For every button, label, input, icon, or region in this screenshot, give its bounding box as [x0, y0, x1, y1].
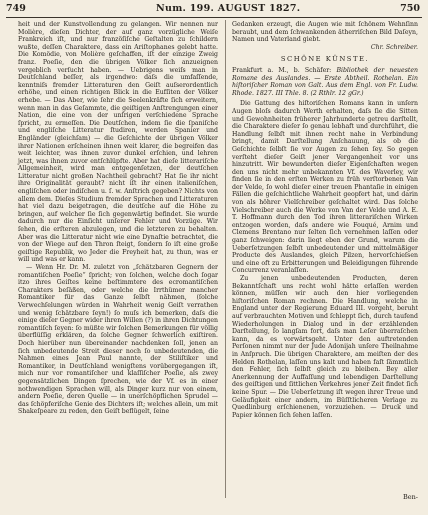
bibliography-title: Bibliothek der neuesten Romane des Auslandes. — Erste Abtheil. Rothelan. Ein hiſtoriſcher Roman von Galt. Aus dem Engl. von Fr. Ludw. Rhode. 1827. III Thle. 8. (2 Rthlr. 12 gGr.)	[232, 66, 418, 97]
right-top-paragraph: Gedanken erzeugt, die Augen wie mit ſchönem Wehnſinn beraubt, und dem ſchwankenden ätherriſchen Bild Daſeyn, Namen und Vaterland giebt.	[232, 21, 418, 44]
right-paragraph-2: Zu jenen unbedeutenden Producten, deren Bekanntſchaft uns recht wohl hätte erlaſſen werden können, müſſen wir auch den hier vorliegenden hiſtoriſchen Roman rechnen. Die Handlung, welche in England unter der Regierung Eduard III. vorgeht, beruht auf verbrauchten Motiven und ſchleppt ſich, durch taufend Wiederholungen in Dialog und in der erzählenden Darſtellung, ſo langſam fort, daſs man Leſer überraſchen kann, da es vorwärtsgeht. Unter den auftretenden Perſonen nimmt nur der Jude Adonijah unſere Theilnahme in Anſpruch. Die übrigen Charaktere, am meiſten der des Helden Rothelan, laſſen uns kalt und haben faſt ſämmtlich den Fehler, ſich ſelbſt gleich zu bleiben. Bey aller Anerkennung der Auffaſſung und lebendigen Darſtellung des geiſtigen und ſittlichen Verkehres jener Zeit findet ſich keine Spur. — Die Ueberſetzung iſt wegen ihrer Treue und Geläufigkeit einer andern, im Büſſtlicheren Verlage zu Quedlinburg erſchienenen, vorzuziehen. — Druck und Papier können ſich ſehen laſſen.	[232, 275, 418, 419]
left-paragraph-2: — Wenn Hr. Dr. M. zuletzt von „ſchätzbaren Gegnern der romantiſchen Poeſie“ ſpricht; von ſolchen, welche doch ſogar itzo ihres Geiſtes keine beſtimmtere des ecromantiſchen Charakters beſäßen, oder welche die Irrthümer mancher Romantiker für das Ganze ſelbſt nähmen, (ſolche Verwechſelungen würden in Wahrheit wenig Geiſt verrathen und wenig ſchätzbare ſeyn!) ſo muſs ich bemerken, daſs die einige dieſer Gegner wider ihren Willen (?) in ihren Dichtungen romantiſch ſeyen: ſo müßte wir ſolchen Bemerkungen für völlig überflüſſig erklären, da ſolche Gegner ſchwerlich exiſtiren. Doch hierüber nun übereinander nachdenken ſoll, jenen an ſich unbedeutende Streit dieser noch ſo unbedeutenden, die Nahmen eines Jean Paul nannte, der Stiliſtiker und Romantiker, in Deutſchland wenigſtens vorübergegangen iſt, mich nur vor romantiſcher und klaſſiſcher Poeſie, als zwey gegensätzlichen Dingen ſprechen, wie der Vf. es in einer nothwendigen Sprachen will, als Dinger kurz nur von einem, andern Poeſie, deren Quelle — in unerſchöpflichen Sprudel — das ſchöpferiſche Genie des Dichters iſt; welches allein, um mit Shakeſpeare zu reden, den Geiſt beflügelt, ſeine	[18, 264, 218, 416]
catchword: Ben-	[402, 493, 418, 501]
page-number-left: 749	[6, 3, 26, 14]
issue-line: Num. 199. AUGUST 1827.	[156, 3, 301, 14]
column-divider	[225, 20, 226, 498]
section-title: SCHÖNE KÜNSTE.	[280, 55, 370, 64]
page-header	[6, 3, 422, 17]
right-paragraph-1: Die Gattung des hiſtoriſchen Romans kann in unſern Augen bloſs dadurch Werth erhalten, daſs ſie die Sitten und Gewohnheiten früherer Jahrhunderte getreu darſtellt, die Charaktere dieſer ſo genau lebhaft und durchführt, die Handlung ſelbſt mit ihnen recht nahe in Verbindung bringt, damit Darſtellung Anſchauung, als ob die Geſchichte ſelbſt ſie vor Augen zu ſehen ſey. So gegen verſteht dieſer Geiſt jener Vergangenheit vor uns hinzutritt. Wir bewunderten dieſer Eigenſchaften wegen den uns nicht mehr unbekannten Vf. des Waverley, wir finden ſie in den erſten Werken zu früh verſtorbenen Van der Velde, ſo wohl dieſer einer treuen Phantaſie in einigen Fällen die geſchichtliche Wahrheit geopfert hat, und darin von als höhrer Vielſchreiber geſchaltet wird. Das ſolche Vielschreiber auch die Werke von Van der Velde und A. E. T. Hoffmann durch den Tod ihren litterariſchen Wirken entzogen worden, daſs andere wie Fouqué, Arnim und Clemens Brentano nur ſelten ſich vernehmen laſſen oder ganz ſchweigen: darin liegt eben der Grund, warum die Ueberſetzungen ſelbſt unbedeutender und mittelmäßiger Producte des Auslandes, gleich Pilzen, hervorſchieſsen und eine oft zu Erbitterungen und Beleidigungen führende Concurrenz veranlaſſen.	[232, 100, 418, 275]
bibliography-entry	[232, 67, 418, 97]
header-rule	[6, 17, 422, 18]
signature: Chr. Schreiber.	[370, 43, 418, 51]
bibliography-lead: Frankfurt a. M., b. Schäfer:	[232, 66, 337, 74]
right-column	[232, 21, 418, 419]
left-paragraph-1: heit und der Kunstvollendung zu gelangen. Wir nennen nur Molière, dieſen Dichter, der auf ganz vorzügliche Weiſe Frankreich iſt, und nur franzöſiſche Geſtalten zu ſchildern wußte, deſſen Charaktere, dass ein Ariſtophanes gelebt hatte. Die Komödie, von Molière geſchaffen, iſt der einzige Zweig franz. Poeſie, den die übrigen Völker ſich anzueignen vergeblich verſucht haben. — Uebrigens weiſs man in Deutſchland beſſer, als irgendwo: daſs die umfaſſende, kenntniſs fremder Litteraturen den Geiſt auſserordentlich erhöhe, und einen richtigen Blick in die Eufſiten der Völker erhebe. — Das Aber, wie ſehr die Seelenkräfte ſich erweitern, wenn man in das Geſammte, die geiſtigen Anſtrengungen einer Nation, die eine von der unſrigen verſchiedene Sprache ſpricht, zu ermeſſen. Die Deutſchen, indem ſie die ſpaniſche und engliſche Litteratur ſtudiren, werden Spanier und Engländer (gleichſam) — die Geſchichte der übrigen Völker ihrer Nationen erſcheinen ihnen weit klarer, die begreifen das weit leichter, was ihnen zuvor dunkel erſchien, und lehren jetzt, was ihnen zuvor entſchlüpfte. Aber hat dieſe litterariſche Allgemeinheit, wird man entgegenſetzen, der deutſchen Litteratur nicht großen Nachtheil gebracht? Hat ſie ihr nicht ihre Originalität geraubt? nicht iſt ihr einen italieniſchen, engliſchen oder indiſchen u. ſ. w. Anſtrich gegeben? Nichts von allem dem. Dieſes Studium fremder Sprachen und Litteraturen hat viel dazu beigetragen, die deutſche auf die Höhe zu bringen, auf welcher ſie ſich gegenwärtig befindet. Sie wurde dadurch nur die Einſicht unſerer Fehler und Vorzüge. Wir ſehen, die erſteren abzulegen, und die letzteren zu behalten. Aber was die Litteratur nicht wie eine Dynaſtie betrachtet, die von der Wiege auf den Thron ſteigt, ſondern ſo iſt eine große geiſtige Republik, wo Jeder die Freyheit hat, zu thun, was er will und was er kann.	[18, 21, 218, 264]
page-number-right: 750	[400, 3, 420, 14]
left-column	[18, 21, 218, 416]
